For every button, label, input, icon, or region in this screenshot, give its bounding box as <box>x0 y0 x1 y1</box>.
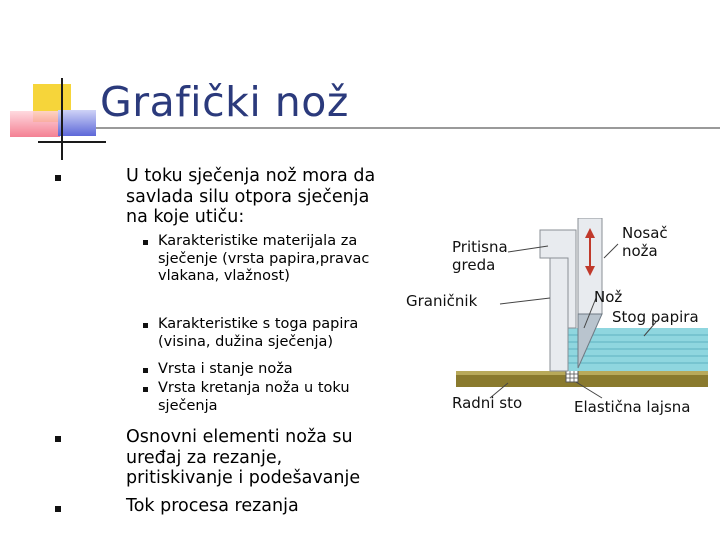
sub-bullet-marker <box>143 368 148 373</box>
bullet-marker <box>55 175 61 181</box>
elastic-strip <box>566 370 578 382</box>
bullet-text: Osnovni elementi noža su uređaj za rezanje, pritiskivanje i podešavanje <box>126 427 361 488</box>
sub-bullet-text: Vrsta kretanja noža u toku sječenja <box>158 380 350 414</box>
decor-pink-rectangle <box>10 111 60 137</box>
decor-blue-rectangle <box>58 110 96 136</box>
sub-bullet-text: Karakteristike materijala za sječenje (vrsta papira,pravac vlakana, vlažnost) <box>158 233 370 284</box>
work-table-top <box>456 371 708 375</box>
sub-bullet-marker <box>143 240 148 245</box>
title-underline <box>96 127 720 129</box>
sub-bullet-text: Vrsta i stanje noža <box>158 361 293 377</box>
label-clamp-beam: Pritisna greda <box>452 238 508 274</box>
bullet-text: Tok procesa rezanja <box>126 496 299 516</box>
back-gauge <box>550 248 568 371</box>
label-knife: Nož <box>594 288 623 306</box>
label-knife-holder: Nosač noža <box>622 224 668 260</box>
label-back-gauge: Graničnik <box>406 292 478 310</box>
sub-bullet-marker <box>143 387 148 392</box>
slide-title: Grafički nož <box>100 78 349 126</box>
paper-cutter-diagram <box>400 218 710 418</box>
label-work-table: Radni sto <box>452 394 523 412</box>
bullet-marker <box>55 436 61 442</box>
bullet-marker <box>55 506 61 512</box>
label-elastic-strip: Elastična lajsna <box>574 398 691 416</box>
label-paper-stack: Stog papira <box>612 308 699 326</box>
bullet-text: U toku sječenja nož mora da savlada silu otpora sječenja na koje utiču: <box>126 166 376 227</box>
sub-bullet-marker <box>143 323 148 328</box>
decor-vertical-line <box>61 78 63 160</box>
sub-bullet-text: Karakteristike s toga papira (visina, dužina sječenja) <box>158 316 359 350</box>
decor-horizontal-line <box>38 141 106 143</box>
